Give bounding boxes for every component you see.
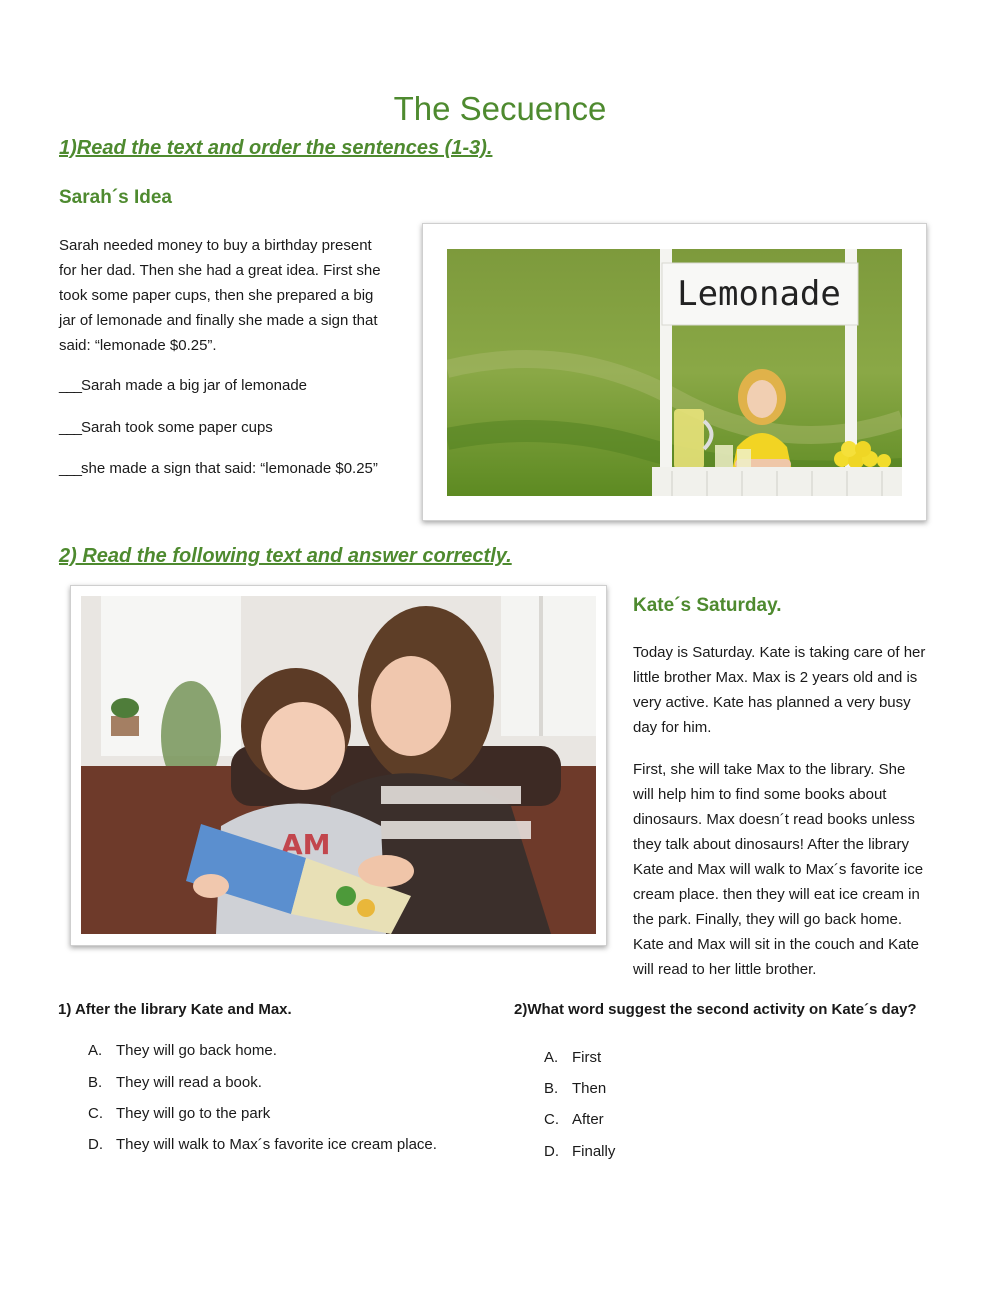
kate-reading-photo	[81, 596, 596, 934]
story-line: Kate and Max will walk to Max´s favorite ice	[633, 861, 924, 878]
story-line: cream place. then they will eat ice cream in	[633, 886, 920, 903]
option-text: Finally	[572, 1143, 616, 1160]
kate-story-paragraph-1	[633, 640, 953, 740]
story-line: they talk about dinosaurs! After the library	[633, 836, 909, 853]
option-letter: B.	[88, 1074, 103, 1091]
question-1-option-b[interactable]	[88, 1074, 262, 1091]
question-1-label: 1) After the library Kate and Max.	[58, 1001, 292, 1018]
answer-blank[interactable]: ___	[59, 460, 82, 477]
option-text: They will go to the park	[116, 1105, 271, 1122]
story-line: will read to her little brother.	[633, 961, 817, 978]
reading-photo-frame	[70, 585, 607, 946]
story-line: for her dad. Then she had a great idea. First she	[59, 262, 381, 279]
question-2-option-d[interactable]	[544, 1143, 615, 1160]
question-2-label: 2)What word suggest the second activity on Kate´s day?	[514, 1001, 917, 1018]
option-letter: A.	[544, 1049, 559, 1066]
story-line: will help him to find some books about	[633, 786, 887, 803]
story-line: Today is Saturday. Kate is taking care of her	[633, 644, 926, 661]
story-line: Kate and Max will sit in the couch and Kate	[633, 936, 919, 953]
order-item-2[interactable]	[59, 419, 273, 436]
option-text: They will read a book.	[116, 1074, 262, 1091]
question-1-option-d[interactable]	[88, 1136, 437, 1153]
answer-blank[interactable]: ___	[59, 419, 82, 436]
option-letter: D.	[544, 1143, 559, 1160]
story-line: First, she will take Max to the library. She	[633, 761, 906, 778]
lemonade-stand-photo	[447, 249, 902, 496]
order-item-text: Sarah made a big jar of lemonade	[81, 377, 308, 394]
lemonade-photo-frame	[422, 223, 927, 521]
story-line: jar of lemonade and finally she made a sign that	[59, 312, 378, 329]
option-letter: C.	[88, 1105, 103, 1122]
section1-heading: 1)Read the text and order the sentences (1-3).	[59, 137, 493, 159]
option-text: They will go back home.	[116, 1042, 277, 1059]
option-text: First	[572, 1049, 602, 1066]
option-text: Then	[572, 1080, 607, 1097]
kate-story-title: Kate´s Saturday.	[633, 595, 782, 616]
order-item-3[interactable]	[59, 460, 378, 477]
sign-text: Lemonade	[677, 274, 841, 314]
sarah-story-text	[59, 233, 419, 358]
answer-blank[interactable]: ___	[59, 377, 82, 394]
story-line: Sarah needed money to buy a birthday present	[59, 237, 372, 254]
story-line: the park. Finally, they will go back home.	[633, 911, 903, 928]
order-item-text: she made a sign that said: “lemonade $0.25”	[81, 460, 378, 477]
kate-story-paragraph-2	[633, 757, 953, 982]
option-text: After	[572, 1111, 604, 1128]
shirt-letters: AM	[281, 828, 331, 861]
option-letter: C.	[544, 1111, 559, 1128]
story-line: took some paper cups, then she prepared a big	[59, 287, 374, 304]
option-letter: A.	[88, 1042, 103, 1059]
option-letter: B.	[544, 1080, 559, 1097]
question-2-option-b[interactable]	[544, 1080, 606, 1097]
question-2-option-a[interactable]	[544, 1049, 601, 1066]
question-2-option-c[interactable]	[544, 1111, 604, 1128]
story-line: said: “lemonade $0.25”.	[59, 337, 217, 354]
story-line: very active. Kate has planned a very busy	[633, 694, 911, 711]
page-title: The Secuence	[393, 90, 607, 127]
order-item-text: Sarah took some paper cups	[81, 419, 273, 436]
question-1-option-c[interactable]	[88, 1105, 270, 1122]
option-letter: D.	[88, 1136, 103, 1153]
section2-heading: 2) Read the following text and answer correctly.	[59, 545, 512, 567]
story-line: little brother Max. Max is 2 years old and is	[633, 669, 918, 686]
order-item-1[interactable]	[59, 377, 307, 394]
story-line: day for him.	[633, 719, 712, 736]
option-text: They will walk to Max´s favorite ice cream place.	[116, 1136, 437, 1153]
question-1-option-a[interactable]	[88, 1042, 277, 1059]
sarah-story-title: Sarah´s Idea	[59, 187, 172, 208]
story-line: dinosaurs. Max doesn´t read books unless	[633, 811, 915, 828]
